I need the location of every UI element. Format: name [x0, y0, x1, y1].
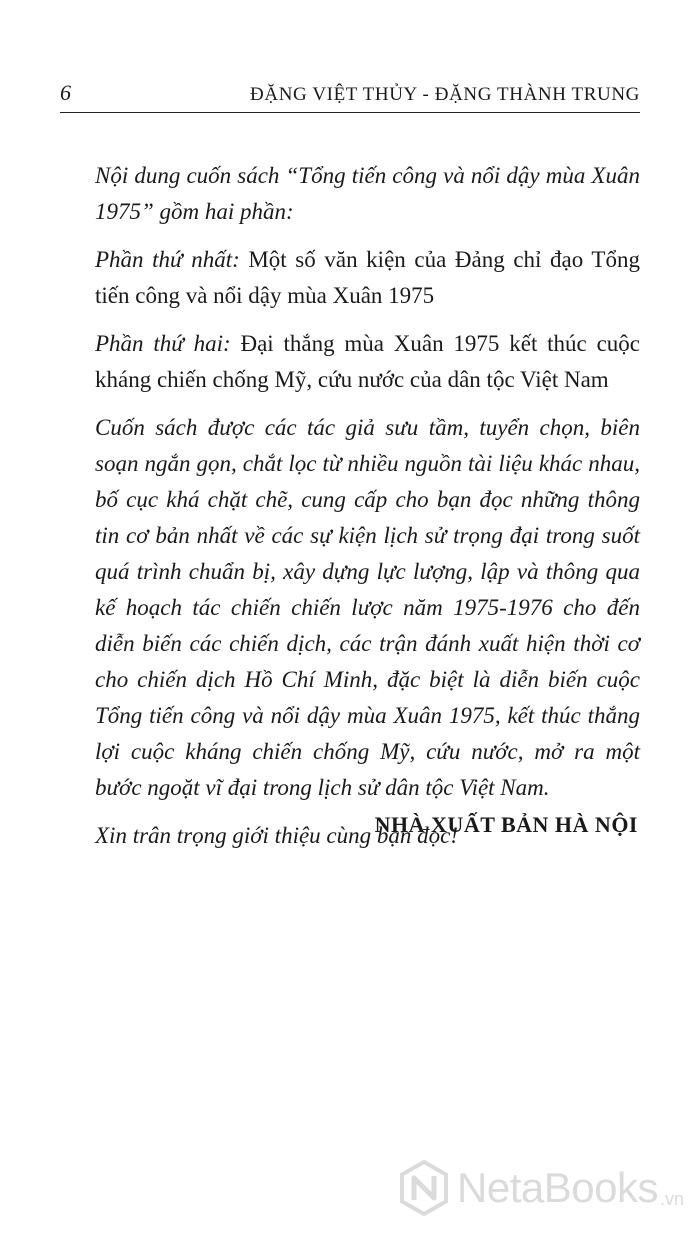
page-body	[95, 158, 640, 866]
closing-line: Xin trân trọng giới thiệu cùng bạn đọc!	[95, 823, 458, 848]
part-one-paragraph	[70, 242, 640, 314]
part-two-text: Đại thắng mùa Xuân 1975 kết thúc cuộc kháng chiến chống Mỹ, cứu nước của dân tộc Việt Nam	[95, 331, 640, 392]
running-header	[60, 78, 640, 113]
publisher-signature: NHÀ XUẤT BẢN HÀ NỘI	[374, 812, 638, 837]
part-one-text: Một số văn kiện của Đảng chỉ đạo Tổng tiến công và nổi dậy mùa Xuân 1975	[95, 247, 640, 308]
intro-paragraph: Nội dung cuốn sách “Tổng tiến công và nổi dậy mùa Xuân 1975” gồm hai phần:	[95, 163, 640, 224]
part-one-label: Phần thứ nhất:	[95, 247, 240, 272]
running-head-authors: ĐẶNG VIỆT THỦY - ĐẶNG THÀNH TRUNG	[250, 84, 640, 105]
summary-paragraph: Cuốn sách được các tác giả sưu tầm, tuyển chọn, biên soạn ngắn gọn, chắt lọc từ nhiều nguồn tài liệu khác nhau, bố cục khá chặt chẽ, cung cấp cho bạn đọc những thông tin cơ bản nhất về các sự kiện lịch sử trọng đại trong suốt quá trình chuẩn bị, xây dựng lực lượng, lập và thông qua kế hoạch tác chiến chiến lược năm 1975-1976 cho đến diễn biến các chiến dịch, các trận đánh xuất hiện thời cơ cho chiến dịch Hồ Chí Minh, đặc biệt là diễn biến cuộc Tổng tiến công và nổi dậy mùa Xuân 1975, kết thúc thắng lợi cuộc kháng chiến chống Mỹ, cứu nước, mở ra một bước ngoặt vĩ đại trong lịch sử dân tộc Việt Nam.	[95, 415, 640, 800]
watermark-suffix: .vn	[659, 1189, 684, 1209]
part-two-label: Phần thứ hai:	[95, 331, 231, 356]
watermark	[399, 1160, 684, 1216]
page-number: 6	[60, 80, 71, 105]
part-two-paragraph	[70, 326, 640, 398]
watermark-brand: NetaBooks	[457, 1164, 658, 1211]
netabooks-logo-icon	[399, 1160, 449, 1216]
